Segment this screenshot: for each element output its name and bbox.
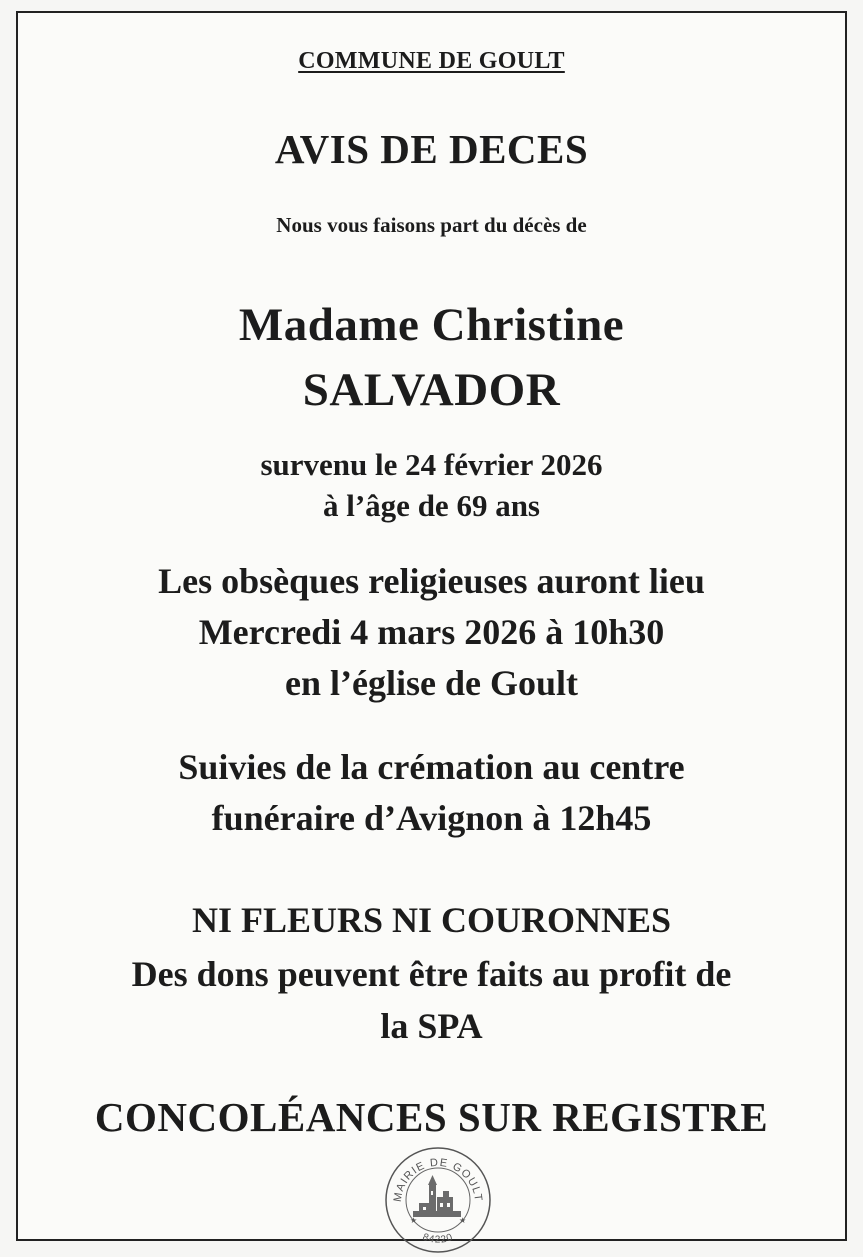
commune-heading: COMMUNE DE GOULT xyxy=(298,48,565,74)
age-text: à l’âge de 69 ans xyxy=(323,488,540,523)
svg-text:MAIRIE DE GOULT xyxy=(392,1157,484,1203)
intro-text: Nous vous faisons part du décès de xyxy=(276,213,587,237)
death-date-text: survenu le 24 février 2026 xyxy=(260,447,603,482)
donation-recipient-text: la SPA xyxy=(380,1006,483,1046)
notice-title: AVIS DE DECES xyxy=(274,126,589,172)
deceased-name-first: Madame Christine xyxy=(238,299,625,351)
cremation-text: Suivies de la crémation au centre xyxy=(178,747,685,787)
seal-top-text: MAIRIE DE GOULT xyxy=(391,1156,485,1203)
cremation-place-text: funéraire d’Avignon à 12h45 xyxy=(211,798,652,838)
town-seal-stamp xyxy=(383,1145,493,1255)
svg-text:★: ★ xyxy=(410,1216,418,1225)
svg-text:★: ★ xyxy=(459,1216,467,1225)
funeral-text: Les obsèques religieuses auront lieu xyxy=(158,561,705,601)
svg-text:84220 xyxy=(421,1232,455,1246)
seal-bottom-text: 84220 xyxy=(420,1231,456,1246)
deceased-name-last: SALVADOR xyxy=(302,364,561,416)
funeral-place-text: en l’église de Goult xyxy=(285,663,578,703)
donation-text: Des dons peuvent être faits au profit de xyxy=(131,954,732,994)
condolences-text: CONCOLÉANCES SUR REGISTRE xyxy=(94,1094,769,1140)
town-seal-icon xyxy=(383,1145,493,1255)
flowers-text: NI FLEURS NI COURONNES xyxy=(191,900,672,940)
funeral-date-text: Mercredi 4 mars 2026 à 10h30 xyxy=(198,612,665,652)
